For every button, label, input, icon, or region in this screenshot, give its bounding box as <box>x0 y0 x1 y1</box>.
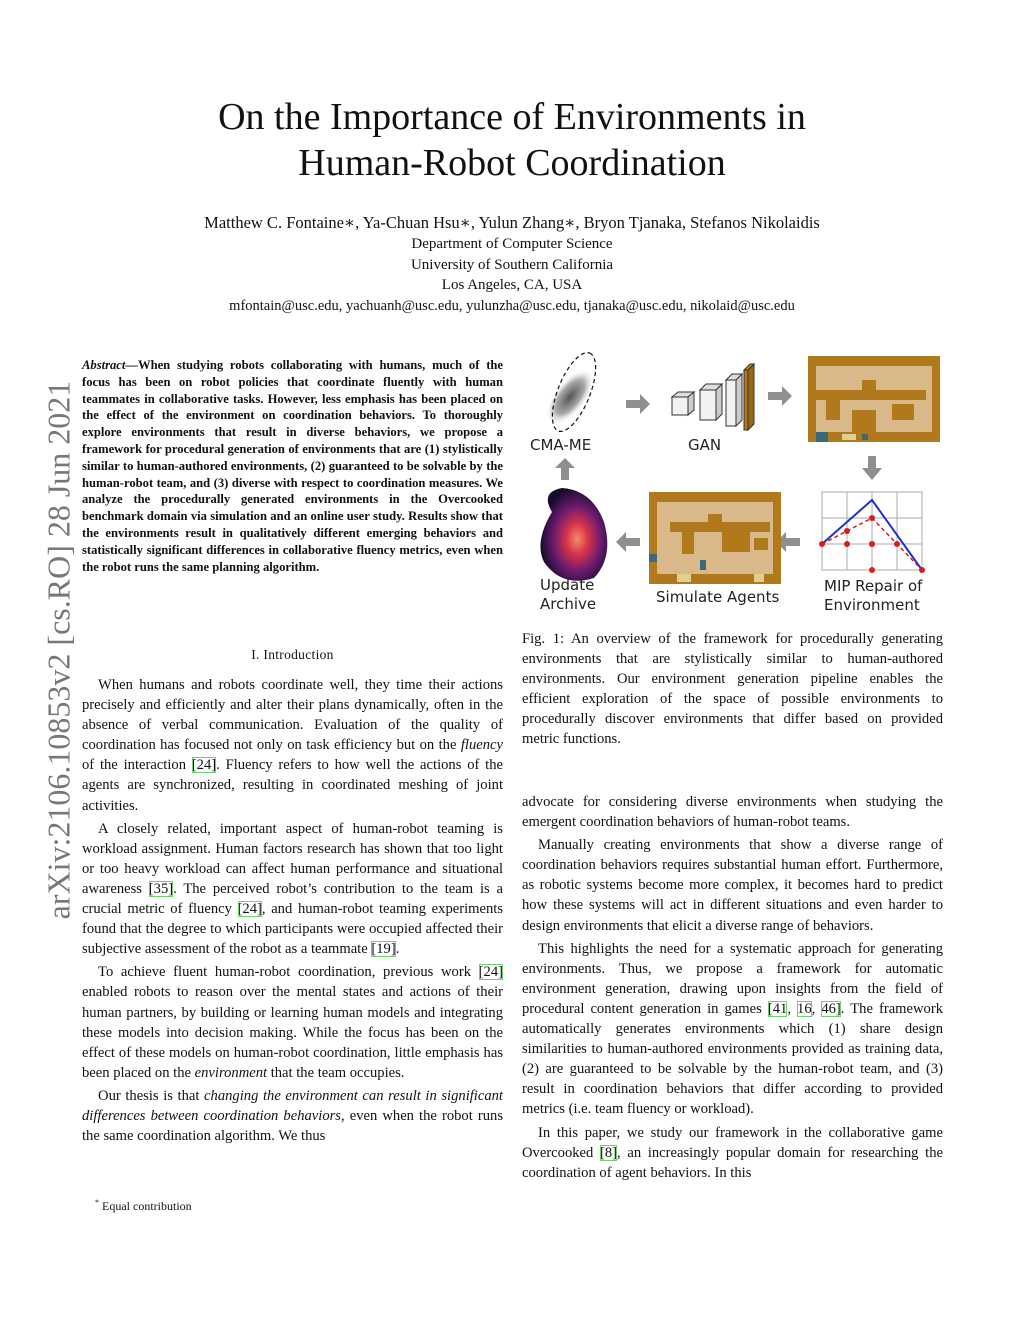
abstract <box>82 357 503 575</box>
gan-network-icon <box>672 364 754 430</box>
citation-link[interactable]: 46] <box>821 1000 841 1017</box>
paragraph: Manually creating environments that show a diverse range of coordination behaviors requires substantial human effort. Furthermore, as robotic systems become more complex, it becomes hard to predict how these systems will act in different situations and even harder to design environments that elicit a diverse range of behaviors. <box>522 837 943 934</box>
citation-link[interactable]: [41 <box>767 1000 788 1017</box>
footnote-text: Equal contribution <box>102 1199 192 1213</box>
citation-link[interactable]: [8] <box>600 1144 618 1161</box>
title-line-1: On the Importance of Environments in <box>218 96 806 138</box>
abstract-text: —When studying robots collaborating with humans, much of the focus has been on robot policies that coordinate fluently with human teammates in collaborative tasks. However, less emphasis has been placed on the effect of the environment on coordination behaviors. To thoroughly explore environments that result in diverse behaviors, we propose a framework for procedural generation of environments that are (1) stylistically similar to human-authored environments, (2) guaranteed to be solvable by the human-robot team, and (3) diverse with respect to coordination measures. We analyze the procedurally generated environments in the Overcooked benchmark domain via simulation and an online user study. Results show that the environments result in qualitatively different emerging behaviors and statistically significant differences in collaborative fluency metrics, even when the robot runs the same planning algorithm. <box>82 358 503 574</box>
paragraph: When humans and robots coordinate well, they time their actions precisely and efficiently and alter their plans dynamically, often in the absence of verbal communication. Evaluation of the quality of coordination has focused not only on task efficiency but on the fluency of the interaction [24]. Fluency refers to how well the actions of the agents are synchronized, resulting in coordinated meshing of joint activities. <box>82 677 503 814</box>
author-emails: mfontain@usc.edu, yachuanh@usc.edu, yulunzha@usc.edu, tjanaka@usc.edu, nikolaid@usc.edu <box>229 298 795 314</box>
citation-link[interactable]: [24] <box>478 964 503 981</box>
footnote <box>95 1198 192 1214</box>
label-mip-line-2: Environment <box>824 596 920 614</box>
arrow-down-icon <box>862 456 882 480</box>
label-update-line-1: Update <box>540 576 595 594</box>
author-list: Matthew C. Fontaine∗, Ya-Chuan Hsu∗, Yulun Zhang∗, Bryon Tjanaka, Stefanos Nikolaidis <box>204 213 820 232</box>
simulated-level-thumbnail <box>649 492 781 584</box>
paragraph: advocate for considering diverse environments when studying the emergent coordination behaviors of human-robot teams. <box>522 794 943 831</box>
abstract-label: Abstract <box>82 358 126 372</box>
paragraph: To achieve fluent human-robot coordination, previous work [24] enabled robots to reason over the mental states and actions of their human partners, by building or learning human models and integrating these models into decision making. While the focus has been on the effect of these models on human-robot coordination, little emphasis has been placed on the environment that the team occupies. <box>82 964 503 1081</box>
figure-caption: Fig. 1: An overview of the framework for procedurally generating environments that are stylistically similar to human-authored environments. Our environment generation pipeline enables the efficient exploration of the space of possible environments to procedurally discover environments that differ based on provided metric functions. <box>522 631 943 748</box>
citation-link[interactable]: 16 <box>797 1000 812 1017</box>
label-mip-line-1: MIP Repair of <box>824 577 923 595</box>
title-line-2: Human-Robot Coordination <box>298 142 726 184</box>
cma-me-distribution-icon <box>536 352 604 437</box>
generated-level-thumbnail <box>808 356 940 442</box>
label-update-line-2: Archive <box>540 595 597 613</box>
citation-link[interactable]: [19] <box>371 941 396 958</box>
paragraph: Our thesis is that changing the environment can result in significant differences between coordination behaviors, even when the robot runs the same coordination algorithm. We thus <box>82 1087 503 1145</box>
affiliation-department: Department of Computer Science <box>411 236 613 252</box>
arrow-right-icon <box>626 394 650 414</box>
arxiv-identifier: arXiv:2106.10853v2 [cs.RO] 28 Jun 2021 <box>40 380 77 920</box>
paragraph: A closely related, important aspect of human-robot teaming is workload assignment. Human factors research has shown that too light or too heavy workload can affect human performance and situational awareness [35]. The perceived robot’s contribution to the team is a crucial metric of fluency [24], and human-robot teaming experiments found that the degree to which participants were occupied affected their subjective assessment of the robot as a teammate [19]. <box>82 820 503 958</box>
paper-title <box>0 94 1024 186</box>
arrow-left-icon <box>616 532 640 552</box>
affiliation-location: Los Angeles, CA, USA <box>441 277 583 293</box>
label-gan: GAN <box>688 436 722 454</box>
label-cma-me: CMA-ME <box>530 436 592 454</box>
mip-repair-chart <box>819 492 925 573</box>
citation-link[interactable]: [24] <box>237 901 262 918</box>
label-simulate-agents: Simulate Agents <box>656 588 780 606</box>
paragraph: This highlights the need for a systematic approach for generating environments. Thus, we propose a framework for automatic environment generation, drawing upon insights from the field of procedural content generation in games [41, 16, 46]. The framework automatically generates environments which (1) share design similarities to human-authored environments provided as training data, (2) are guaranteed to be solvable by the human-robot team, and (3) result in coordination behaviors that differ according to provided metrics (i.e. team fluency or workload). <box>522 940 943 1118</box>
right-column-body <box>522 792 943 1186</box>
affiliation-university: University of Southern California <box>410 257 614 273</box>
footnote-mark: * <box>95 1198 99 1207</box>
figure-1-pipeline-diagram <box>522 352 952 624</box>
arrow-up-icon <box>555 458 575 480</box>
left-column-body <box>82 675 503 1149</box>
section-heading-introduction: I. Introduction <box>251 647 334 662</box>
paragraph: In this paper, we study our framework in the collaborative game Overcooked [8], an increasingly popular domain for researching the coordination of agent behaviors. In this <box>522 1124 943 1181</box>
archive-heatmap <box>540 488 607 581</box>
arrow-right-icon <box>768 386 792 406</box>
citation-link[interactable]: [35] <box>148 880 174 897</box>
citation-link[interactable]: [24] <box>191 757 217 774</box>
